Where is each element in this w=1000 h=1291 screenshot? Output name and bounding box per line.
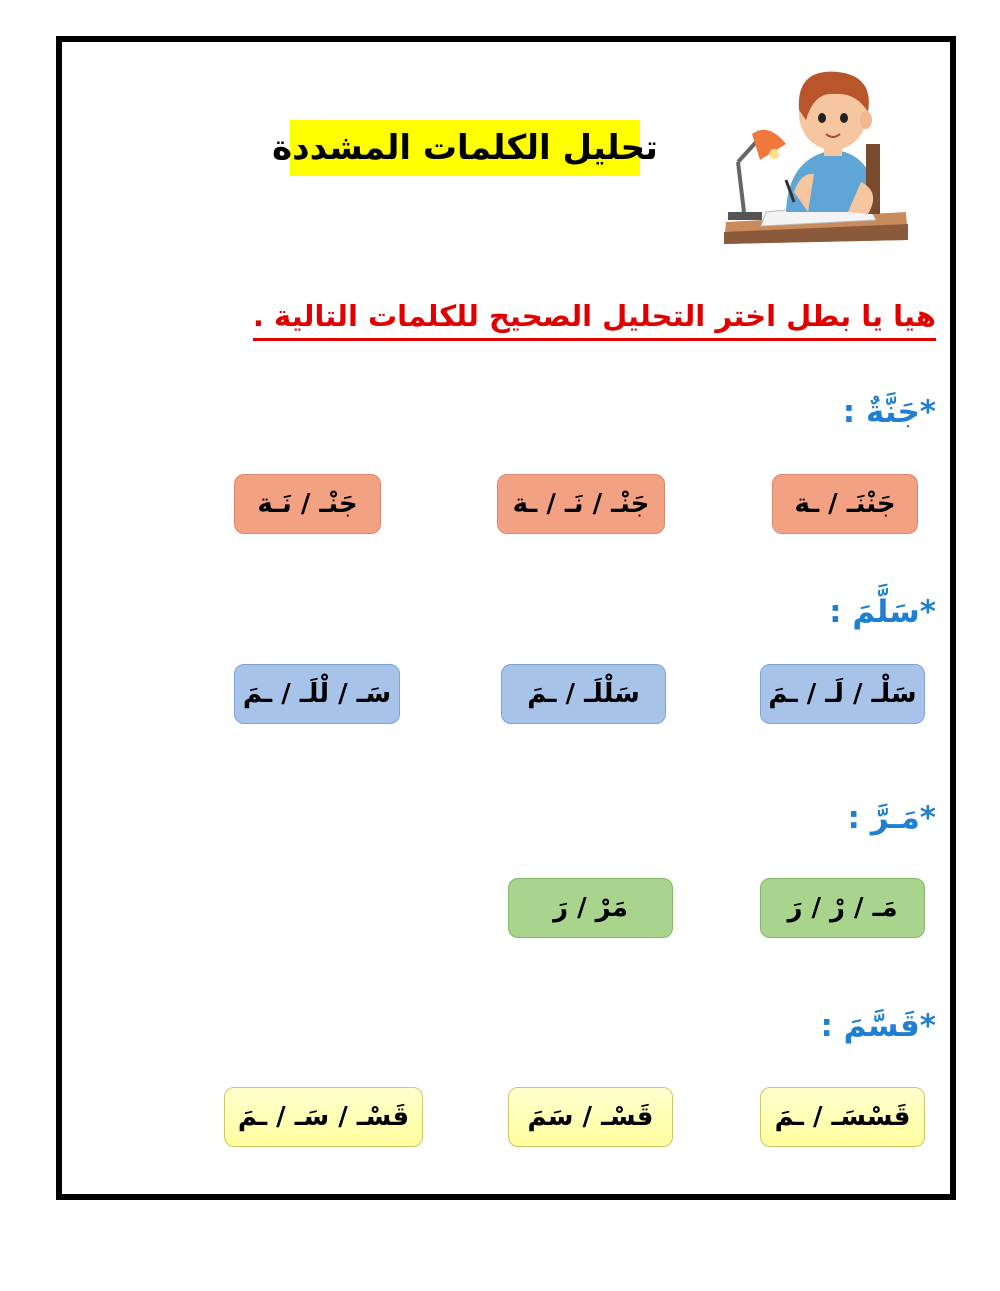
answer-option[interactable]: قَسْسَـ / ـمَ bbox=[760, 1087, 925, 1147]
answer-option[interactable]: مَرْ / رَ bbox=[508, 878, 673, 938]
question-word: *قَسَّمَ : bbox=[820, 1008, 936, 1044]
question-word: *سَلَّمَ : bbox=[829, 594, 936, 630]
answer-option[interactable]: مَـ / رْ / رَ bbox=[760, 878, 925, 938]
answer-option[interactable]: سَـ / لْلَـ / ـمَ bbox=[234, 664, 400, 724]
answer-option[interactable]: سَلْلَـ / ـمَ bbox=[501, 664, 666, 724]
answer-option[interactable]: جَنْـ / نَـة bbox=[234, 474, 381, 534]
answer-option[interactable]: جَنْـ / نَـ / ـة bbox=[497, 474, 665, 534]
instruction-text: هيا يا بطل اختر التحليل الصحيح للكلمات التالية . bbox=[253, 296, 936, 341]
worksheet-title: تحليل الكلمات المشددة bbox=[290, 120, 640, 176]
boy-studying-illustration bbox=[716, 62, 916, 252]
answer-option[interactable]: سَلْـ / لَـ / ـمَ bbox=[760, 664, 925, 724]
answer-option[interactable]: قَسْـ / سَمَ bbox=[508, 1087, 673, 1147]
answer-option[interactable]: قَسْـ / سَـ / ـمَ bbox=[224, 1087, 423, 1147]
answer-option[interactable]: جَنْنَـ / ـة bbox=[772, 474, 918, 534]
question-word: *مَـرَّ : bbox=[847, 800, 936, 836]
question-word: *جَنَّةٌ : bbox=[842, 394, 936, 430]
